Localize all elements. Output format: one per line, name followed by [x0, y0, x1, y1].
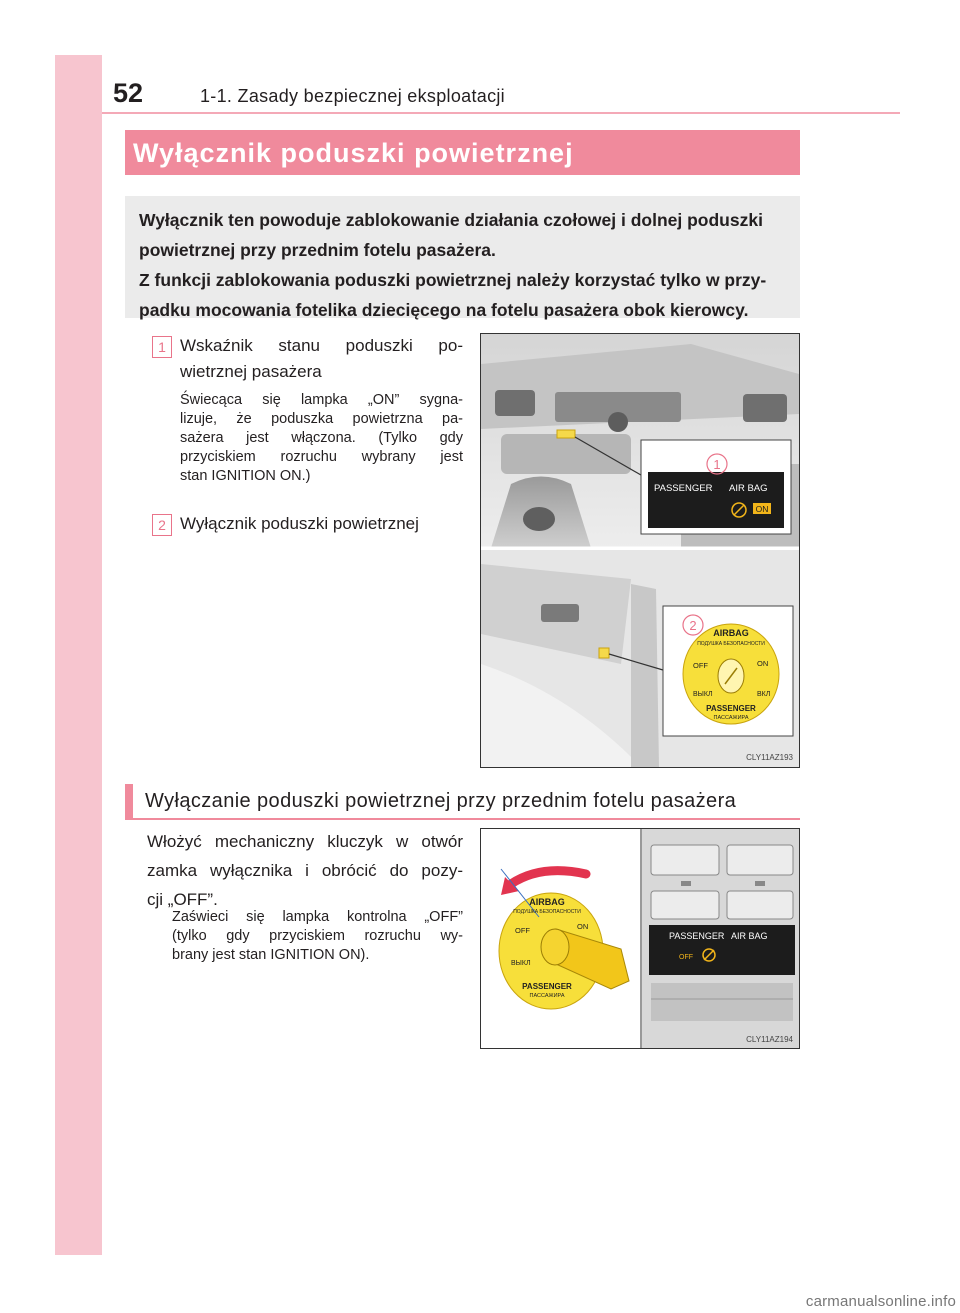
fig2-switch-ru-off-label: ВЫКЛ: [511, 960, 531, 967]
item-1-title: [180, 333, 463, 385]
item-1-desc-line: Świecąca się lampka „ON” sygna-: [180, 392, 463, 408]
callout-1: 1: [713, 457, 721, 472]
indicator-highlight: [557, 430, 575, 438]
fig2-panel-passenger-text: PASSENGER: [669, 931, 725, 941]
panel-on-text: ON: [755, 504, 769, 514]
dashboard-illustration: [481, 334, 799, 767]
item-1-badge: 1: [152, 336, 172, 358]
fig2-switch-ru-top-label: ПОДУШКА БЕЗОПАСНОСТИ: [513, 909, 581, 915]
intro-line: padku mocowania fotelika dziecięcego na fotelu pasażera obok kierowcy.: [139, 300, 749, 320]
subsection-title: Wyłączanie poduszki powietrznej przy przednim fotelu pasażera: [125, 784, 800, 820]
fig2-switch-airbag-label: AIRBAG: [529, 897, 565, 907]
intro-box: [125, 196, 800, 318]
key-turn-illustration: [481, 829, 799, 1048]
switch-on-label: ON: [757, 659, 769, 668]
item-2-title-line: Wyłącznik poduszki powietrznej: [180, 514, 419, 533]
step-text-line: Włożyć mechaniczny kluczyk w otwór: [147, 832, 463, 851]
item-1-description: [180, 391, 463, 486]
fig2-panel-airbag-text: AIR BAG: [731, 931, 768, 941]
watermark: carmanualsonline.info: [805, 1293, 956, 1310]
item-1-desc-line: stan IGNITION ON.): [180, 468, 311, 484]
fig2-switch-ru-passenger-label: ПАССАЖИРА: [529, 993, 565, 999]
figure-switch-to-off: [480, 828, 800, 1049]
figure-1-code: CLY11AZ193: [746, 753, 793, 762]
step-note-line: (tylko gdy przyciskiem rozruchu wy-: [172, 928, 463, 944]
figure-airbag-switch-location: [480, 333, 800, 768]
step-text-line: cji „OFF”.: [147, 890, 218, 909]
step-note-line: Zaświeci się lampka kontrolna „OFF”: [172, 909, 463, 925]
item-2-title: [180, 511, 463, 537]
switch-highlight: [599, 648, 609, 658]
switch-ru-passenger-label: ПАССАЖИРА: [713, 715, 749, 721]
fig2-panel-off-text: OFF: [679, 954, 693, 961]
item-1-title-line: wietrznej pasażera: [180, 362, 322, 381]
panel-passenger-text: PASSENGER: [654, 483, 713, 494]
fig2-switch-off-label: OFF: [515, 926, 530, 935]
page-number: 52: [113, 78, 144, 108]
step-text-line: zamka wyłącznika i obrócić do pozy-: [147, 861, 463, 880]
switch-airbag-label: AIRBAG: [713, 628, 749, 638]
header-rule: [102, 112, 900, 114]
side-strip: [55, 55, 102, 1255]
figure-2-code: CLY11AZ194: [746, 1035, 793, 1044]
switch-ru-on-label: ВКЛ: [757, 691, 771, 698]
panel-airbag-text: AIR BAG: [729, 483, 768, 494]
item-1-desc-line: sażera jest włączona. (Tylko gdy: [180, 430, 463, 446]
intro-line: Wyłącznik ten powoduje zablokowanie działania czołowej i dolnej poduszki: [139, 210, 763, 230]
step-note: [172, 908, 463, 965]
section-label: 1-1. Zasady bezpiecznej eksploatacji: [200, 86, 505, 106]
switch-off-label: OFF: [693, 661, 708, 670]
step-note-line: brany jest stan IGNITION ON).: [172, 947, 370, 963]
switch-passenger-label: PASSENGER: [706, 704, 756, 713]
callout-2: 2: [689, 618, 697, 633]
switch-ru-off-label: ВЫКЛ: [693, 691, 713, 698]
intro-line: Z funkcji zablokowania poduszki powietrznej należy korzystać tylko w przy-: [139, 270, 767, 290]
item-2-badge: 2: [152, 514, 172, 536]
fig2-switch-passenger-label: PASSENGER: [522, 982, 572, 991]
fig2-switch-on-label: ON: [577, 922, 589, 931]
item-1-desc-line: przyciskiem rozruchu wybrany jest: [180, 449, 463, 465]
section-title: Wyłącznik poduszki powietrznej: [125, 130, 800, 175]
intro-line: powietrznej przy przednim fotelu pasażera.: [139, 240, 496, 260]
item-1-desc-line: lizuje, że poduszka powietrzna pa-: [180, 411, 463, 427]
switch-ru-top-label: ПОДУШКА БЕЗОПАСНОСТИ: [697, 641, 765, 647]
item-1-title-line: Wskaźnik stanu poduszki po-: [180, 336, 463, 355]
step-text: [147, 827, 463, 914]
